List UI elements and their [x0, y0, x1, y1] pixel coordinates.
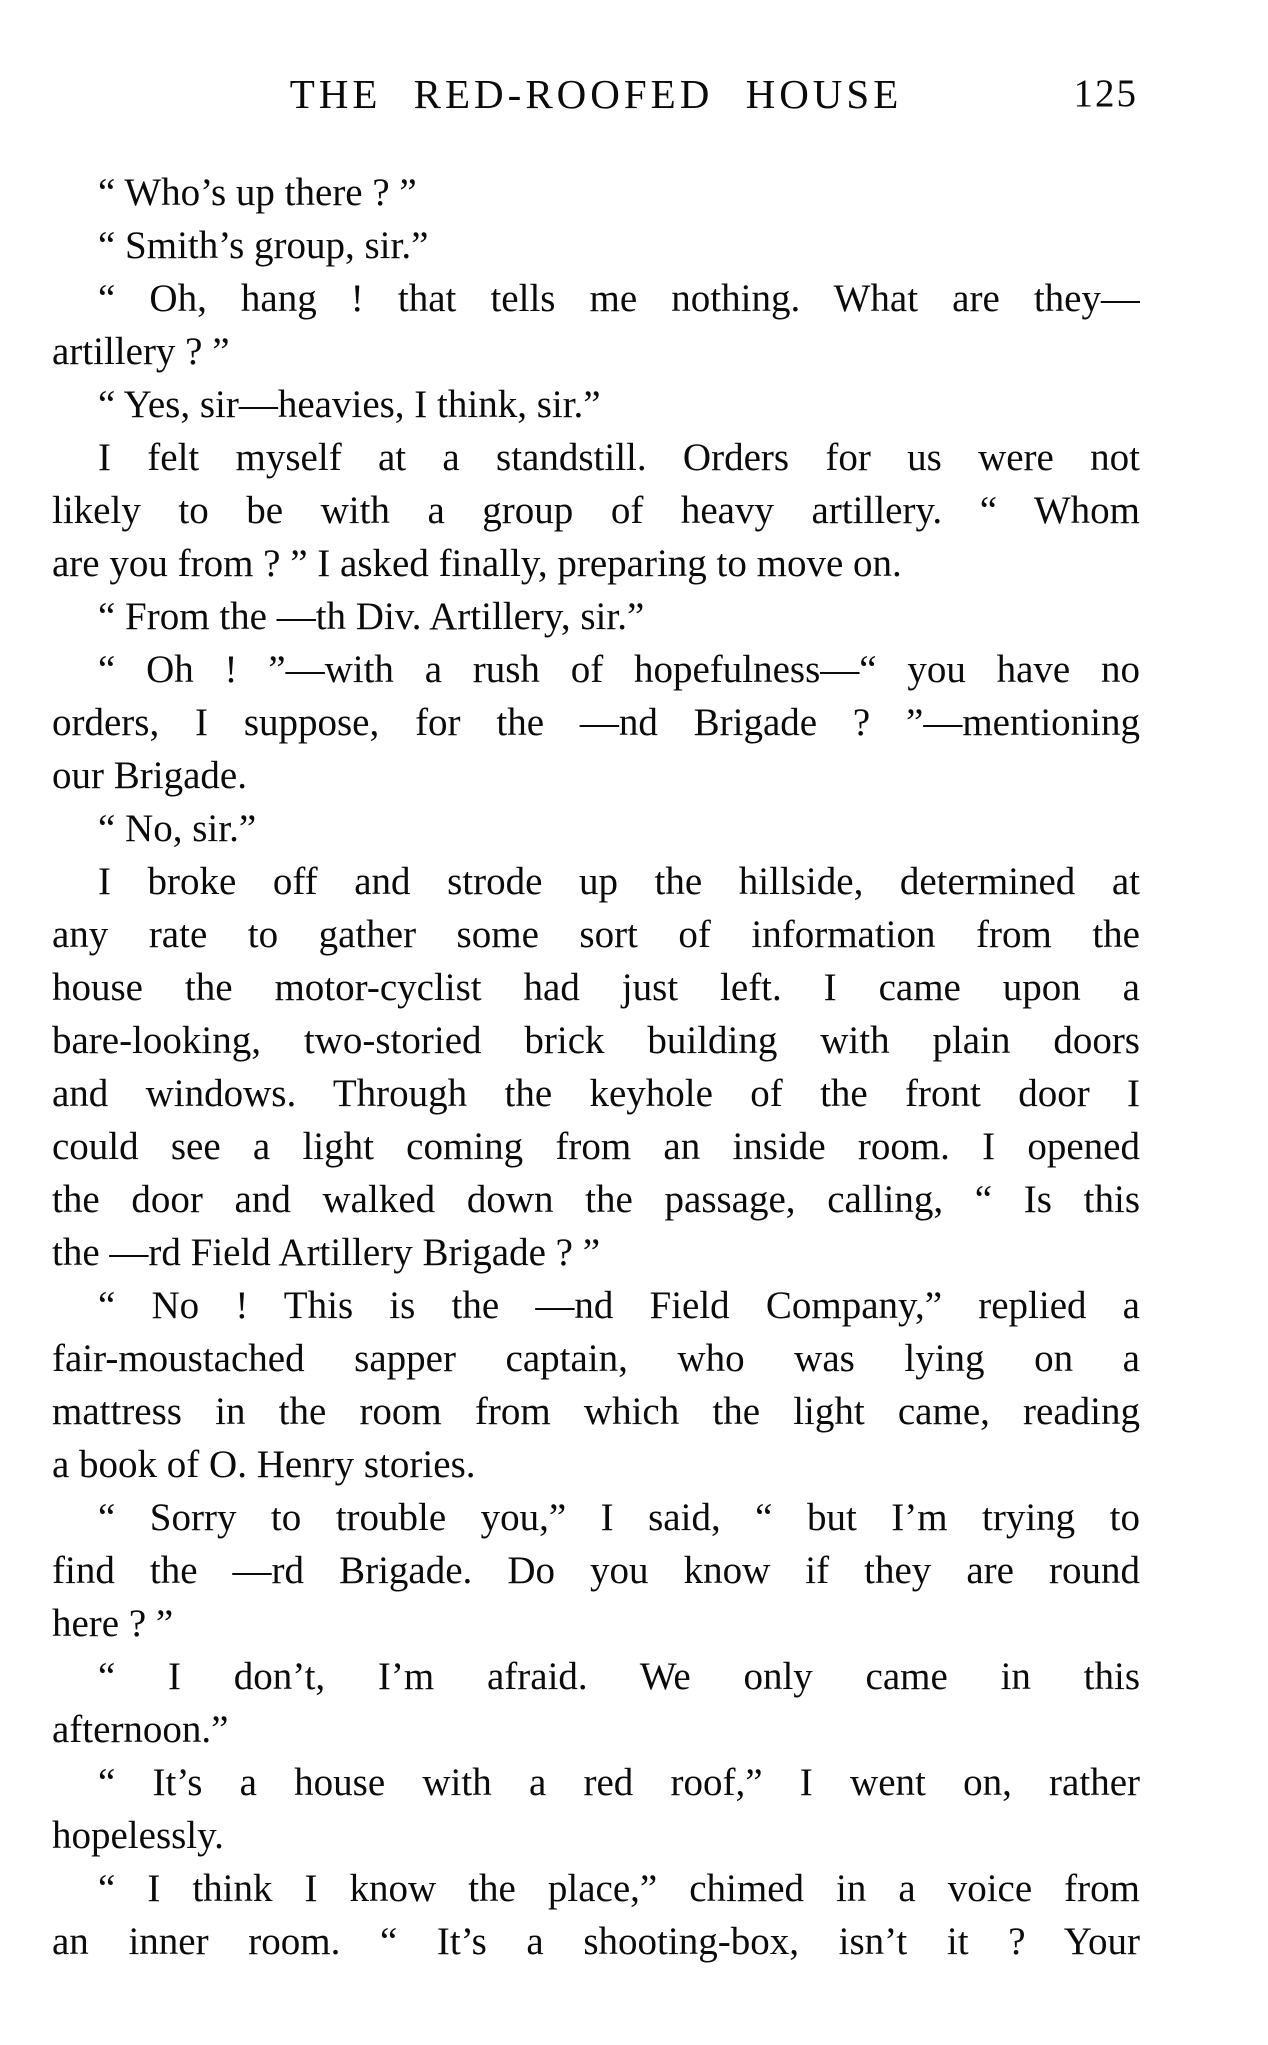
- text-line: I felt myself at a standstill. Orders for us were not: [98, 436, 1140, 479]
- text-line: I broke off and strode up the hillside, determined at: [98, 860, 1140, 903]
- text-line: fair-moustached sapper captain, who was lying on a: [52, 1337, 1140, 1380]
- text-line: “ Smith’s group, sir.”: [98, 224, 429, 267]
- page-header: [52, 70, 1140, 120]
- text-line: are you from ? ” I asked finally, preparing to move on.: [52, 542, 902, 585]
- text-block: [52, 166, 1140, 1968]
- text-line: any rate to gather some sort of information from the: [52, 913, 1140, 956]
- text-line: mattress in the room from which the light came, reading: [52, 1390, 1140, 1433]
- text-line: hopelessly.: [52, 1814, 224, 1857]
- text-line: “ Oh ! ”—with a rush of hopefulness—“ you have no: [98, 648, 1140, 691]
- text-line: artillery ? ”: [52, 330, 230, 373]
- text-line: likely to be with a group of heavy artillery. “ Whom: [52, 489, 1140, 532]
- text-line: “ No, sir.”: [98, 807, 257, 850]
- text-line: “ I think I know the place,” chimed in a voice from: [98, 1867, 1140, 1910]
- text-line: “ Yes, sir—heavies, I think, sir.”: [98, 383, 601, 426]
- text-line: “ From the —th Div. Artillery, sir.”: [98, 595, 645, 638]
- text-line: “ I don’t, I’m afraid. We only came in this: [98, 1655, 1140, 1698]
- text-line: an inner room. “ It’s a shooting-box, isn’t it ? Your: [52, 1920, 1140, 1963]
- text-line: orders, I suppose, for the —nd Brigade ? ”—mentioning: [52, 701, 1140, 744]
- text-line: bare-looking, two-storied brick building with plain doors: [52, 1019, 1140, 1062]
- text-line: “ Oh, hang ! that tells me nothing. What are they—: [98, 277, 1140, 320]
- text-line: the door and walked down the passage, calling, “ Is this: [52, 1178, 1140, 1221]
- page-number: 125: [1073, 72, 1138, 115]
- text-line: the —rd Field Artillery Brigade ? ”: [52, 1231, 601, 1274]
- text-line: and windows. Through the keyhole of the front door I: [52, 1072, 1140, 1115]
- text-line: house the motor-cyclist had just left. I came upon a: [52, 966, 1140, 1009]
- text-line: “ No ! This is the —nd Field Company,” replied a: [98, 1284, 1140, 1327]
- text-line: here ? ”: [52, 1602, 174, 1645]
- text-line: a book of O. Henry stories.: [52, 1443, 476, 1486]
- chapter-title: THE RED-ROOFED HOUSE: [289, 71, 903, 117]
- text-line: “ Sorry to trouble you,” I said, “ but I’m trying to: [98, 1496, 1140, 1539]
- text-line: “ Who’s up there ? ”: [98, 171, 417, 214]
- text-line: our Brigade.: [52, 754, 247, 797]
- text-line: find the —rd Brigade. Do you know if they are round: [52, 1549, 1140, 1592]
- text-line: “ It’s a house with a red roof,” I went on, rather: [98, 1761, 1140, 1804]
- text-line: afternoon.”: [52, 1708, 229, 1751]
- text-line: could see a light coming from an inside room. I opened: [52, 1125, 1140, 1168]
